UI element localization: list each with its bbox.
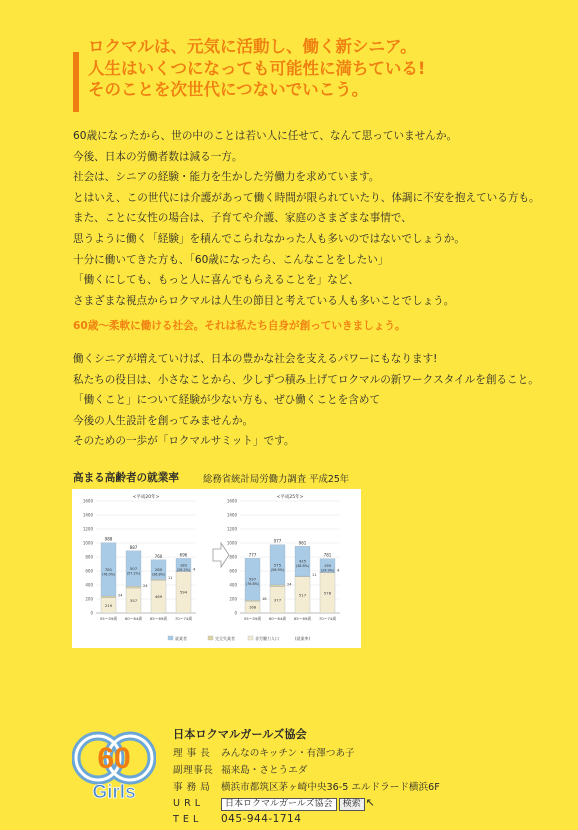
chart-source: 総務省統計局労働力調査 平成25年 xyxy=(203,474,350,485)
logo-text: Girls xyxy=(92,782,136,803)
y-tick-label: 1600 xyxy=(226,498,237,504)
y-tick-label: 1200 xyxy=(226,526,237,532)
chart-panel-title: <平成20年> xyxy=(132,495,160,500)
bar-segment xyxy=(101,596,116,598)
office-label: 事 務 局 xyxy=(173,782,211,793)
intro-line: 社会は、シニアの経験・能力を生かした労働力を求めています。 xyxy=(73,171,380,184)
bar-value-label: 425 xyxy=(298,558,307,564)
intro-line: とはいえ、この世代には介護があって働く時間が限られていたり、体調に不安を抱えている方も。 xyxy=(73,191,540,204)
employment-rate-label: (36.8%) xyxy=(151,572,166,577)
unemployed-value-label: 11 xyxy=(168,576,173,581)
chairman-label: 理 事 長 xyxy=(173,748,211,759)
intro-line: 「働くにしても、もっと人に喜んでもらえることを」など、 xyxy=(73,274,360,287)
legend-swatch xyxy=(208,636,213,640)
bar-value-label: 168 xyxy=(248,604,257,610)
chart-section-title: 高まる高齢者の就業率 xyxy=(73,472,179,484)
mission-line: 今後の人生設計を創ってみませんか。 xyxy=(73,414,254,427)
intro-line: さまざまな視点からロクマルは人生の節目と考えている人も多いことでしょう。 xyxy=(73,294,455,307)
organization-name: 日本ロクマルガールズ協会 xyxy=(173,728,307,741)
bar-value-label: 517 xyxy=(298,592,307,598)
chart-panel-title: <平成25年> xyxy=(276,495,304,500)
bar-total-label: 887 xyxy=(129,544,138,550)
employment-rate-label: (24.9%) xyxy=(320,568,335,573)
y-tick-label: 400 xyxy=(85,582,93,588)
bar-segment xyxy=(270,585,285,587)
url-label: U R L xyxy=(173,798,201,809)
mission-line: 働くシニアが増えていけば、日本の豊かな社会を支えるパワーにもなります! xyxy=(73,353,438,365)
unemployed-value-label: 4 xyxy=(337,568,340,573)
y-tick-label: 0 xyxy=(234,610,237,616)
y-tick-label: 0 xyxy=(90,610,93,616)
intro-line: 今後、日本の労働者数は減る一方。 xyxy=(73,150,243,163)
y-tick-label: 1400 xyxy=(226,512,237,518)
mission-paragraph xyxy=(73,349,539,452)
y-tick-label: 1400 xyxy=(82,512,93,518)
bar-total-label: 781 xyxy=(323,552,332,558)
bar-value-label: 195 xyxy=(323,562,332,568)
vice-chairman-value: 福来島・さとうエダ xyxy=(221,765,308,776)
headline-line-1: ロクマルは、元気に活動し、働く新シニア。 xyxy=(88,37,417,56)
bar-value-label: 597 xyxy=(248,576,257,582)
bar-segment xyxy=(245,600,260,601)
y-tick-label: 200 xyxy=(229,596,237,602)
legend-label: 非労働力人口 xyxy=(255,636,279,641)
headline xyxy=(88,36,425,101)
x-tick-label: 70〜74歳 xyxy=(318,616,337,621)
sixty-girls-logo-icon xyxy=(72,722,156,806)
cursor-arrow-icon: ↖ xyxy=(365,796,375,809)
y-tick-label: 1600 xyxy=(82,498,93,504)
tel-row xyxy=(173,813,301,825)
legend-swatch xyxy=(168,636,173,640)
legend-label: 完全失業者 xyxy=(215,636,235,641)
employment-chart-svg xyxy=(72,489,361,648)
unemployed-value-label: 24 xyxy=(118,593,123,598)
y-tick-label: 800 xyxy=(85,554,93,560)
bar-segment xyxy=(126,586,141,588)
y-tick-label: 600 xyxy=(229,568,237,574)
employment-rate-label: (76.8%) xyxy=(245,582,260,587)
bar-value-label: 761 xyxy=(104,566,113,572)
logo xyxy=(72,722,156,806)
bar-value-label: 575 xyxy=(273,562,282,568)
bar-value-label: 469 xyxy=(154,594,163,600)
office-address: 横浜市都筑区茅ヶ崎中央36-5 エルドラード横浜6F xyxy=(221,782,440,793)
bar-value-label: 594 xyxy=(179,589,188,595)
intro-paragraph xyxy=(73,126,540,311)
employment-chart xyxy=(72,489,361,648)
legend-label: (就業率) xyxy=(295,636,311,641)
bar-total-label: 760 xyxy=(154,553,163,559)
x-tick-label: 65〜69歳 xyxy=(149,616,168,621)
chairman-row xyxy=(173,745,355,759)
y-tick-label: 1200 xyxy=(82,526,93,532)
bar-total-label: 961 xyxy=(298,540,307,546)
search-button[interactable]: 検索 xyxy=(339,798,365,811)
x-tick-label: 70〜74歳 xyxy=(174,616,193,621)
y-tick-label: 200 xyxy=(85,596,93,602)
unemployed-value-label: 24 xyxy=(287,582,292,587)
unemployed-value-label: 11 xyxy=(312,572,317,577)
headline-line-2: 人生はいくつになっても可能性に満ちている! xyxy=(88,58,426,78)
vice-chairman-label: 副理事長 xyxy=(173,765,214,776)
x-tick-label: 55〜59歳 xyxy=(99,616,118,621)
unemployed-value-label: 4 xyxy=(193,567,196,572)
intro-line: 60歳になったから、世の中のことは若い人に任せて、なんて思っていませんか。 xyxy=(73,130,458,142)
bar-total-label: 777 xyxy=(248,552,257,558)
bar-total-label: 696 xyxy=(179,552,188,558)
unemployed-value-label: 24 xyxy=(143,584,148,589)
legend-label: 就業者 xyxy=(175,636,187,641)
bar-value-label: 507 xyxy=(129,566,138,572)
bar-value-label: 357 xyxy=(129,598,138,604)
y-tick-label: 600 xyxy=(85,568,93,574)
y-tick-label: 400 xyxy=(229,582,237,588)
y-tick-label: 1000 xyxy=(226,540,237,546)
x-tick-label: 65〜69歳 xyxy=(293,616,312,621)
chairman-value: みんなのキッチン・有澤つあ子 xyxy=(221,748,355,759)
legend-swatch xyxy=(248,636,253,640)
search-input[interactable]: 日本ロクマルガールズ協会 xyxy=(221,798,337,811)
intro-line: 十分に働いてきた方も、「60歳になったら、こんなことをしたい」 xyxy=(73,253,389,266)
bar-value-label: 182 xyxy=(179,562,188,568)
office-row xyxy=(173,779,440,793)
bar-value-label: 219 xyxy=(104,602,113,608)
bar-value-label: 578 xyxy=(323,590,332,596)
employment-rate-label: (76.0%) xyxy=(101,572,116,577)
vice-chairman-row xyxy=(173,762,307,776)
x-tick-label: 60〜64歳 xyxy=(124,616,143,621)
x-tick-label: 55〜59歳 xyxy=(243,616,262,621)
mission-line: そのための一歩が「ロクマルサミット」です。 xyxy=(73,435,295,448)
bar-value-label: 377 xyxy=(273,597,282,603)
headline-accent-bar xyxy=(73,52,79,112)
mission-line: 「働くこと」について経験が少ない方も、ぜひ働くことを含めて xyxy=(73,394,381,407)
y-tick-label: 1000 xyxy=(82,540,93,546)
bar-value-label: 280 xyxy=(154,567,163,573)
emphasis-statement: 60歳〜柔軟に働ける社会。それは私たち自身が創っていきましょう。 xyxy=(73,320,406,332)
mission-line: 私たちの役目は、小さなことから、少しずつ積み上げてロクマルの新ワークスタイルを創ること。 xyxy=(73,373,539,386)
x-tick-label: 60〜64歳 xyxy=(268,616,287,621)
employment-rate-label: (58.9%) xyxy=(270,567,285,572)
intro-line: また、ことに女性の場合は、子育てや介護、家庭のさまざまな事情で、 xyxy=(73,212,412,225)
unemployed-value-label: 16 xyxy=(262,597,267,602)
comparison-arrow-icon xyxy=(213,543,229,567)
bar-total-label: 977 xyxy=(273,538,282,544)
employment-rate-label: (26.2%) xyxy=(176,567,191,572)
tel-label: T E L xyxy=(173,814,199,825)
headline-line-3: そのことを次世代につないでいこう。 xyxy=(88,80,369,99)
tel-value: 045-944-1714 xyxy=(221,813,302,825)
employment-rate-label: (57.2%) xyxy=(126,571,141,576)
logo-number: 60 xyxy=(97,742,131,775)
employment-rate-label: (38.8%) xyxy=(295,564,310,569)
url-row xyxy=(173,796,375,811)
intro-line: 思うように働く「経験」を積んでこられなかった人も多いのではないでしょうか。 xyxy=(73,232,465,245)
bar-total-label: 988 xyxy=(104,536,113,542)
y-tick-label: 800 xyxy=(229,554,237,560)
